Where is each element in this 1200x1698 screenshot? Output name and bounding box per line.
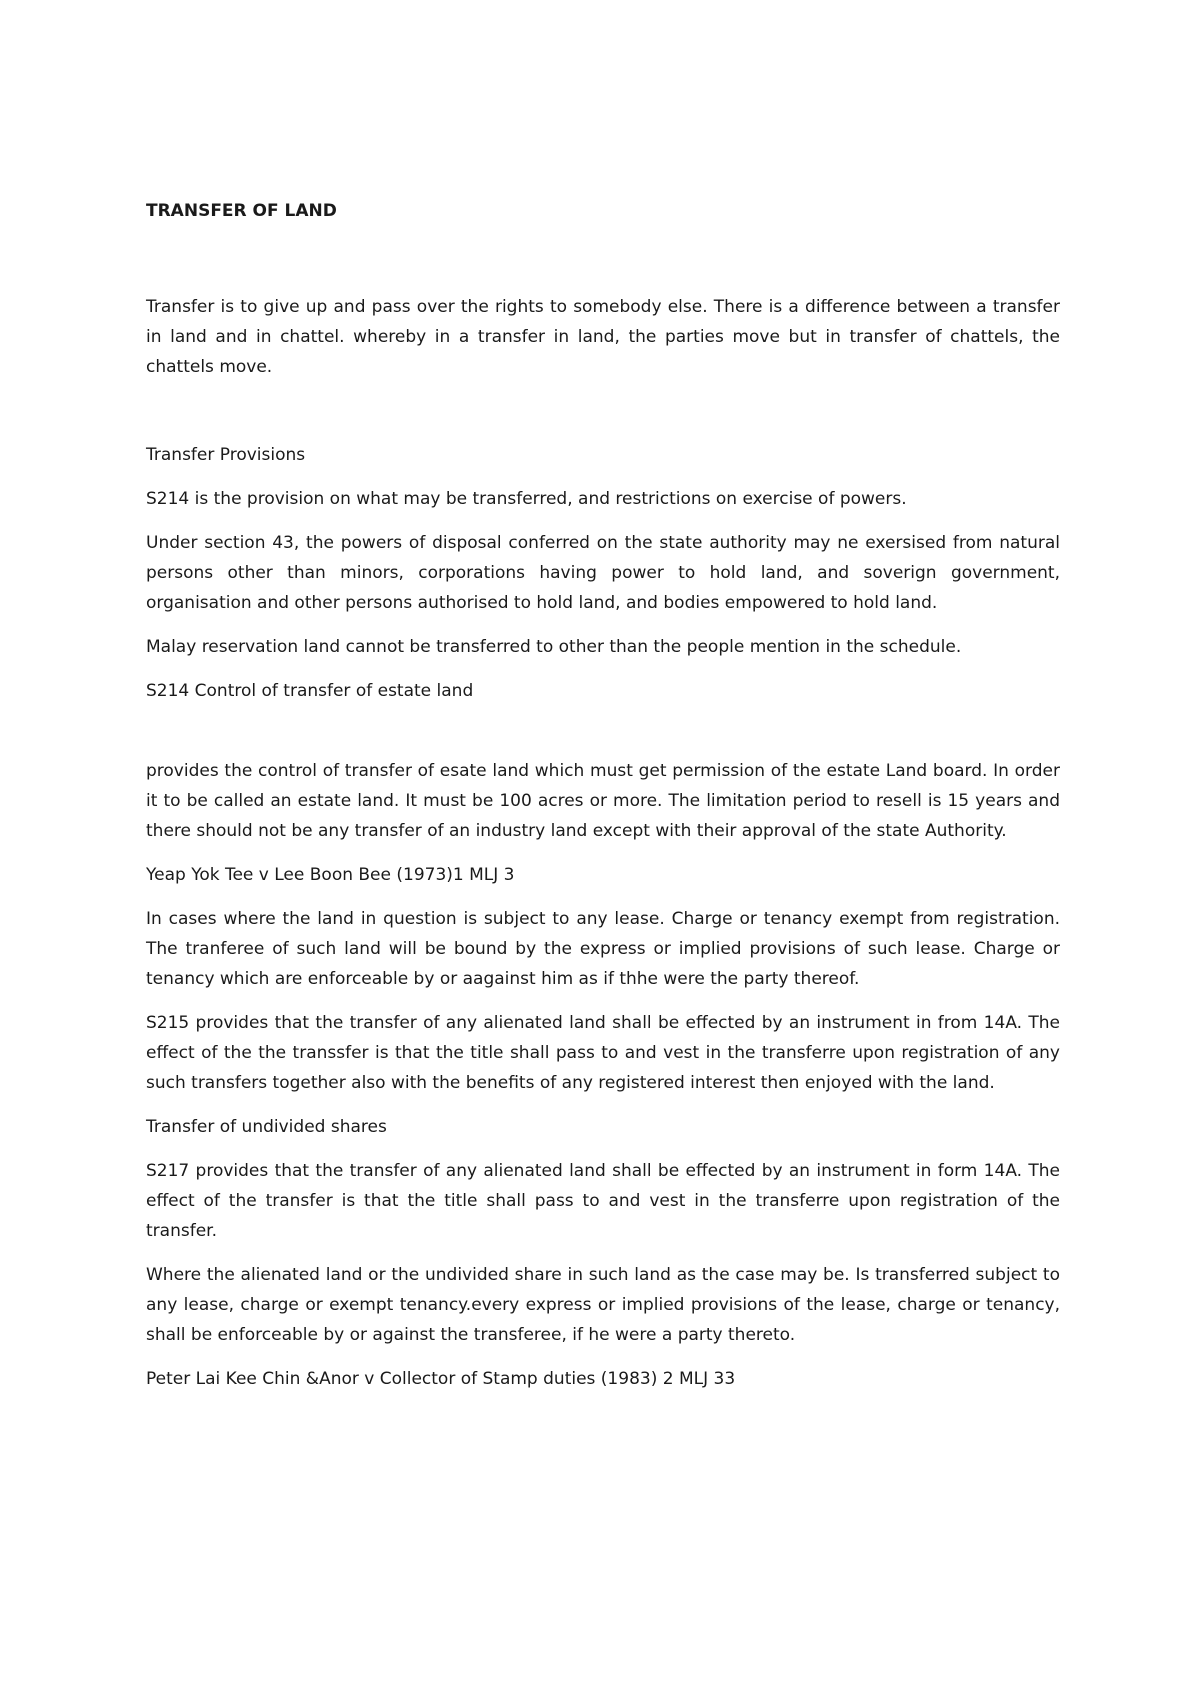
paragraph-malay-reservation: Malay reservation land cannot be transferred to other than the people mention in the schedule.: [146, 637, 962, 657]
paragraph-section-43: Under section 43, the powers of disposal conferred on the state authority may ne exersised from natural persons other than minors, corporations having power to hold land, and soverign government, organisation and other persons authorised to hold land, and bodies empowered to hold land.: [146, 533, 1060, 613]
paragraph-s215: S215 provides that the transfer of any alienated land shall be effected by an instrument in from 14A. The effect of the the transsfer is that the title shall pass to and vest in the transferre upon registration of any such transfers together also with the benefits of any registered interest then enjoyed with the land.: [146, 1013, 1060, 1093]
paragraph-s214-provision: S214 is the provision on what may be transferred, and restrictions on exercise of powers.: [146, 489, 907, 509]
heading-transfer-provisions: Transfer Provisions: [146, 445, 306, 465]
paragraph-lease-cases: In cases where the land in question is subject to any lease. Charge or tenancy exempt from registration. The tranferee of such land will be bound by the express or implied provisions of such lease. Charge or tenancy which are enforceable by or aagainst him as if thhe were the party thereof.: [146, 909, 1060, 989]
paragraph-intro: Transfer is to give up and pass over the rights to somebody else. There is a difference between a transfer in land and in chattel. whereby in a transfer in land, the parties move but in transfer of chattels, the chattels move.: [146, 297, 1060, 377]
paragraph-s217: S217 provides that the transfer of any alienated land shall be effected by an instrument in form 14A. The effect of the transfer is that the title shall pass to and vest in the transferre upon registration of the transfer.: [146, 1161, 1060, 1241]
paragraph-alienated-land: Where the alienated land or the undivided share in such land as the case may be. Is transferred subject to any lease, charge or exempt tenancy.every express or implied provisions of the lease, charge or tenancy, shall be enforceable by or against the transferee, if he were a party thereto.: [146, 1265, 1060, 1345]
paragraph-estate-land: provides the control of transfer of esate land which must get permission of the estate Land board. In order it to be called an estate land. It must be 100 acres or more. The limitation period to resell is 15 years and there should not be any transfer of an industry land except with their approval of the state Authority.: [146, 761, 1060, 841]
heading-undivided-shares: Transfer of undivided shares: [146, 1117, 387, 1137]
case-citation-peter-lai: Peter Lai Kee Chin &Anor v Collector of Stamp duties (1983) 2 MLJ 33: [146, 1369, 736, 1389]
document-title: TRANSFER OF LAND: [146, 201, 337, 221]
case-citation-yeap-yok-tee: Yeap Yok Tee v Lee Boon Bee (1973)1 MLJ 3: [146, 865, 515, 885]
heading-s214-control: S214 Control of transfer of estate land: [146, 681, 474, 701]
